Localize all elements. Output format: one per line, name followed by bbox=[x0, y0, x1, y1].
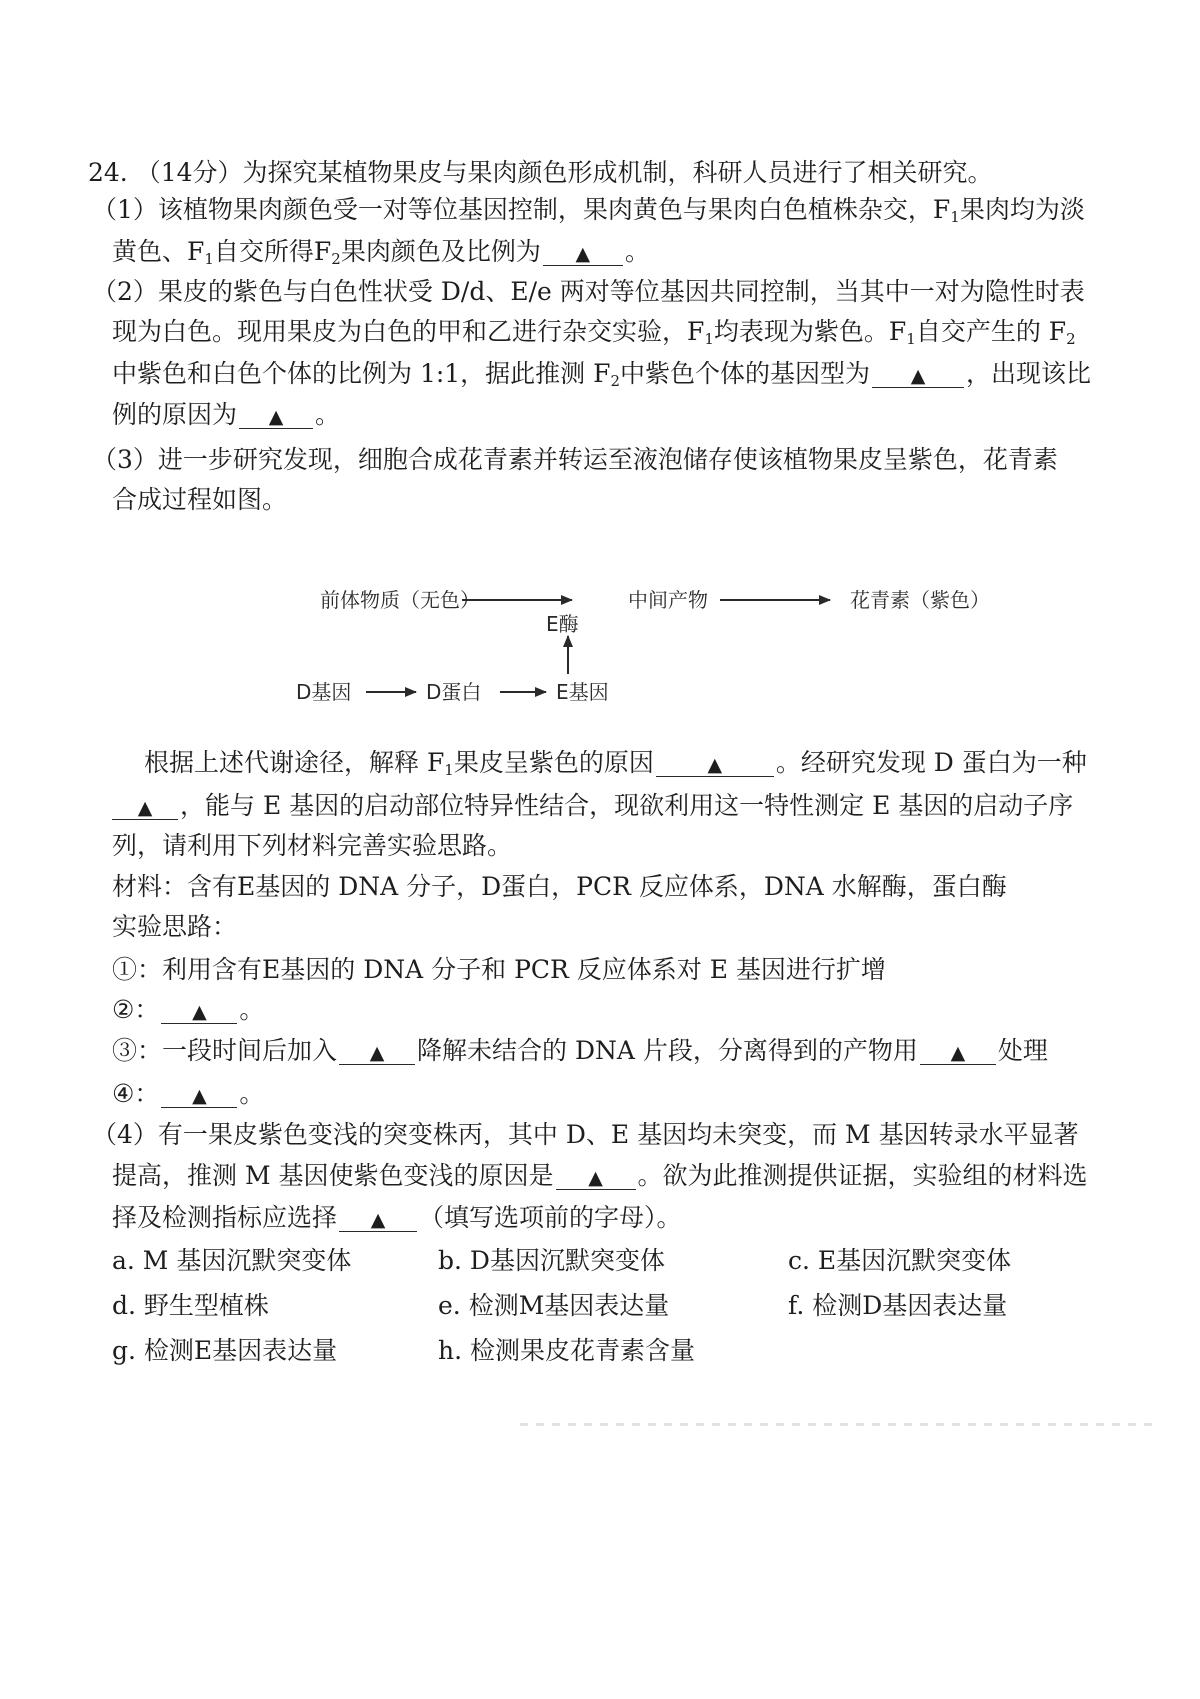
part4-line2 bbox=[0, 1156, 1200, 1196]
materials-line bbox=[0, 867, 1200, 907]
part3-para-line3 bbox=[0, 826, 1200, 866]
answer-blank[interactable]: ▲ bbox=[161, 1077, 237, 1108]
diagram-intermediate-label: 中间产物 bbox=[628, 588, 708, 612]
part3-para-line2-text: ▲ ，能与 E 基因的启动部位特异性结合，现欲利用这一特性测定 E 基因的启动子序 bbox=[112, 786, 1073, 826]
diagram-anthocyanin-label: 花青素（紫色） bbox=[850, 588, 990, 612]
part2-line4-text: 例的原因为 ▲ 。 bbox=[112, 400, 341, 429]
option-a: a. M 基因沉默突变体 bbox=[112, 1246, 352, 1275]
materials-text: 材料：含有E基因的 DNA 分子，D蛋白，PCR 反应体系，DNA 水解酶，蛋白酶 bbox=[112, 872, 1007, 901]
part2-line3 bbox=[0, 354, 1200, 394]
diagram-e-enzyme-label: E酶 bbox=[546, 612, 579, 636]
part1-line1-text: （1）该植物果肉颜色受一对等位基因控制，果肉黄色与果肉白色植株杂交，$F_1$果肉均为淡 bbox=[92, 195, 1085, 226]
answer-blank[interactable]: ▲ bbox=[239, 398, 313, 429]
answer-blank[interactable]: ▲ bbox=[656, 746, 774, 777]
part3-para-line2 bbox=[0, 786, 1200, 826]
diagram-d-protein-label: D蛋白 bbox=[426, 680, 482, 704]
anthocyanin-pathway-diagram bbox=[0, 580, 1200, 715]
answer-blank[interactable]: ▲ bbox=[543, 235, 623, 266]
option-d: d. 野生型植株 bbox=[112, 1291, 269, 1320]
answer-blank[interactable]: ▲ bbox=[920, 1034, 996, 1065]
faint-dotted-artifact bbox=[520, 1423, 1160, 1426]
diagram-d-gene-label: D基因 bbox=[296, 680, 352, 704]
step2-line bbox=[0, 990, 1200, 1030]
part3-para-line1-text: 根据上述代谢途径，解释 $F_1$果皮呈紫色的原因 ▲ 。经研究发现 D 蛋白为一种 bbox=[144, 748, 1087, 779]
answer-blank[interactable]: ▲ bbox=[872, 357, 964, 388]
answer-blank[interactable]: ▲ bbox=[339, 1034, 415, 1065]
part1-line1 bbox=[0, 190, 1200, 230]
part4-line3-text: 择及检测指标应选择 ▲ （填写选项前的字母）。 bbox=[112, 1203, 682, 1232]
answer-blank[interactable]: ▲ bbox=[161, 993, 237, 1024]
diagram-precursor-label: 前体物质（无色） bbox=[320, 588, 480, 612]
idea-title-text: 实验思路： bbox=[112, 912, 238, 941]
part1-line2 bbox=[0, 232, 1200, 272]
question-header bbox=[0, 153, 1200, 193]
option-h: h. 检测果皮花青素含量 bbox=[438, 1336, 695, 1365]
option-e: e. 检测M基因表达量 bbox=[438, 1291, 670, 1320]
part2-line1-text: （2）果皮的紫色与白色性状受 D/d、E/e 两对等位基因共同控制，当其中一对为隐性时表 bbox=[92, 277, 1085, 306]
part4-line2-text: 提高，推测 M 基因使紫色变浅的原因是 ▲ 。欲为此推测提供证据，实验组的材料选 bbox=[112, 1161, 1088, 1190]
part2-line3-text: 中紫色和白色个体的比例为 1:1，据此推测 $F_2$中紫色个体的基因型为 ▲ ，出现该比 bbox=[112, 359, 1092, 390]
step1-line bbox=[0, 950, 1200, 990]
option-b: b. D基因沉默突变体 bbox=[438, 1246, 665, 1275]
part1-line2-text: 黄色、$F_1$自交所得$F_2$果肉颜色及比例为 ▲ 。 bbox=[112, 237, 650, 268]
option-c: c. E基因沉默突变体 bbox=[788, 1246, 1012, 1275]
part2-line1 bbox=[0, 272, 1200, 312]
answer-blank[interactable]: ▲ bbox=[339, 1201, 417, 1232]
question-header-text: 24. （14分）为探究某植物果皮与果肉颜色形成机制，科研人员进行了相关研究。 bbox=[88, 158, 993, 187]
option-g: g. 检测E基因表达量 bbox=[112, 1336, 338, 1365]
step3-line bbox=[0, 1031, 1200, 1071]
part2-line2-text: 现为白色。现用果皮为白色的甲和乙进行杂交实验，$F_1$均表现为紫色。$F_1$自交产生的 $F_2$ bbox=[112, 317, 1076, 348]
part3-line2-text: 合成过程如图。 bbox=[112, 485, 288, 514]
answer-blank[interactable]: ▲ bbox=[112, 789, 178, 820]
step4-text: ④： ▲ 。 bbox=[112, 1079, 265, 1108]
answer-blank[interactable]: ▲ bbox=[556, 1159, 636, 1190]
part3-line1 bbox=[0, 440, 1200, 480]
part3-para-line1 bbox=[0, 743, 1200, 783]
step1-text: ①：利用含有E基因的 DNA 分子和 PCR 反应体系对 E 基因进行扩增 bbox=[112, 955, 886, 984]
part3-line2 bbox=[0, 480, 1200, 520]
option-f: f. 检测D基因表达量 bbox=[788, 1291, 1008, 1320]
part2-line4 bbox=[0, 395, 1200, 435]
part3-para-line3-text: 列，请利用下列材料完善实验思路。 bbox=[112, 831, 513, 860]
step4-line bbox=[0, 1074, 1200, 1114]
part3-line1-text: （3）进一步研究发现，细胞合成花青素并转运至液泡储存使该植物果皮呈紫色，花青素 bbox=[92, 445, 1058, 474]
part4-line1-text: （4）有一果皮紫色变浅的突变株丙，其中 D、E 基因均未突变，而 M 基因转录水平显著 bbox=[92, 1120, 1079, 1149]
part2-line2 bbox=[0, 312, 1200, 352]
part4-line1 bbox=[0, 1115, 1200, 1155]
idea-title-line bbox=[0, 907, 1200, 947]
part4-line3 bbox=[0, 1198, 1200, 1238]
diagram-e-gene-label: E基因 bbox=[556, 680, 609, 704]
step3-text: ③：一段时间后加入 ▲ 降解未结合的 DNA 片段，分离得到的产物用 ▲ 处理 bbox=[112, 1036, 1048, 1065]
step2-text: ②： ▲ 。 bbox=[112, 995, 265, 1024]
